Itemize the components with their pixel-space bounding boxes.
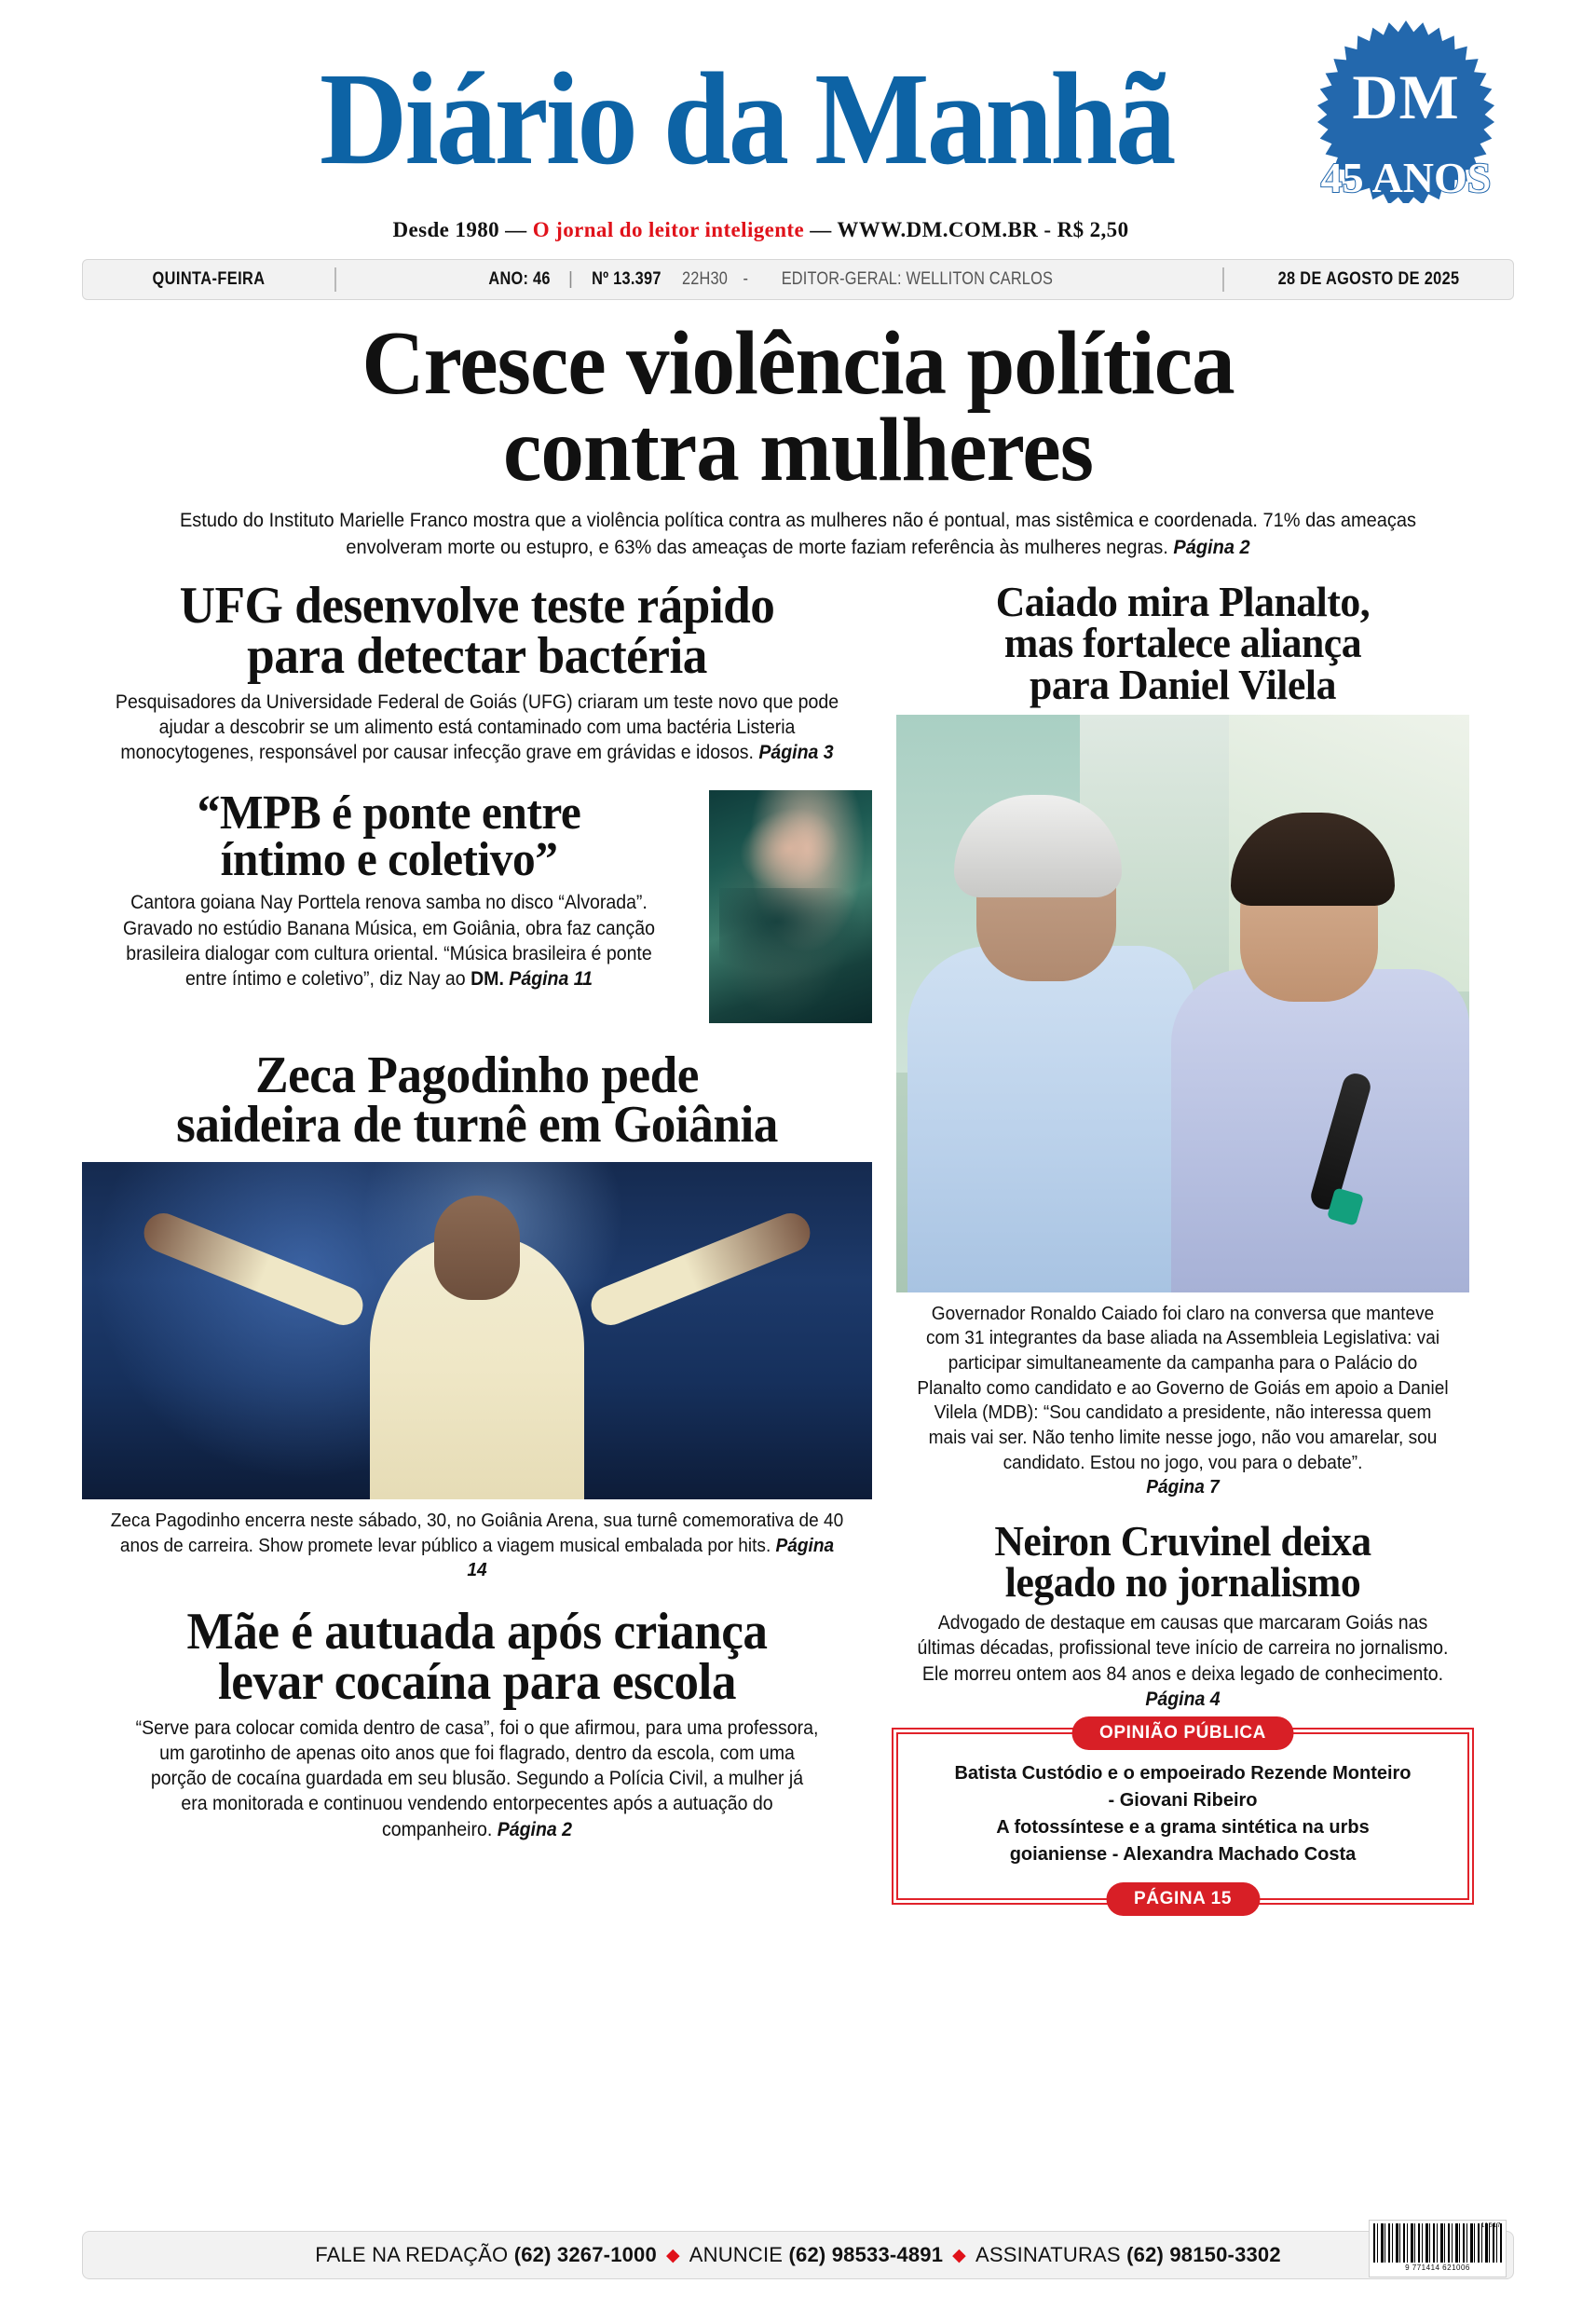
zeca-caption-text: Zeca Pagodinho encerra neste sábado, 30, no Goiânia Arena, sua turnê comemorativa de 40 anos de carreira. Show promete levar público a viagem musical embalada por hits. bbox=[110, 1510, 844, 1556]
neiron-headline-line1: Neiron Cruvinel deixa bbox=[994, 1516, 1371, 1565]
right-column bbox=[896, 578, 1469, 1909]
mpb-headline-line1: “MPB é ponte entre bbox=[197, 786, 581, 840]
redacao-label: FALE NA REDAÇÃO bbox=[315, 2243, 509, 2266]
ufg-page-ref[interactable]: Página 3 bbox=[758, 742, 834, 764]
ufg-headline-line2: para detectar bactéria bbox=[247, 626, 707, 685]
ufg-headline[interactable] bbox=[102, 577, 853, 685]
nay-porttela-photo bbox=[709, 790, 872, 1023]
lead-summary bbox=[158, 507, 1439, 561]
lead-headline-line2: contra mulheres bbox=[502, 400, 1094, 501]
mae-body-text: “Serve para colocar comida dentro de casa”, foi o que afirmou, para uma professora, um garotinho de apenas oito anos que foi flagrado, dentro da escola, com uma porção de cocaína guardada em seu blusão. Segundo a Polícia Civil, a mulher já era monitorada e continuou vendendo entorpecentes após a autuação do companheiro. bbox=[135, 1716, 819, 1840]
issue-details bbox=[336, 260, 1222, 299]
content-columns bbox=[82, 577, 1514, 1909]
dm-monogram: DM bbox=[1352, 62, 1460, 132]
zeca-headline-line1: Zeca Pagodinho pede bbox=[255, 1046, 699, 1104]
zeca-caption bbox=[110, 1509, 845, 1583]
barcode bbox=[1369, 2220, 1507, 2277]
dm-anniversary-badge bbox=[1315, 21, 1497, 203]
mpb-body-text: Cantora goiana Nay Porttela renova samba no disco “Alvorada”. Gravado no estúdio Banana Música, em Goiânia, obra faz canção brasileira dialogar com cultura oriental. “Música brasileira é ponte entre íntimo e coletivo”, diz Nay ao bbox=[122, 892, 656, 991]
zeca-page-ref[interactable]: Página 14 bbox=[467, 1534, 835, 1581]
mpb-story bbox=[82, 786, 872, 1023]
mpb-headline[interactable] bbox=[97, 786, 680, 886]
photo-detail bbox=[907, 946, 1194, 1292]
neiron-body-text: Advogado de destaque em causas que marcaram Goiás nas últimas décadas, profissional teve início de carreira no jornalismo. Ele morreu ontem aos 84 anos e deixa legado de conhecimento. bbox=[917, 1612, 1449, 1685]
photo-detail bbox=[1171, 969, 1469, 1292]
barcode-number: 9 771414 621006 bbox=[1405, 2263, 1470, 2272]
opinion-item-2-author[interactable]: goianiense - Alexandra Machado Costa bbox=[1009, 1844, 1357, 1866]
masthead bbox=[82, 0, 1514, 214]
issue-number: Nº 13.397 bbox=[592, 269, 662, 289]
edition-time: 22H30 bbox=[681, 269, 728, 289]
publication-date: 28 DE AGOSTO DE 2025 bbox=[1277, 269, 1460, 289]
opinion-item-1-title[interactable]: Batista Custódio e o empoeirado Rezende Monteiro bbox=[954, 1763, 1412, 1785]
masthead-tagline bbox=[82, 218, 1514, 242]
caiado-headline-line1: Caiado mira Planalto, bbox=[995, 578, 1371, 626]
opinion-title-badge: OPINIÃO PÚBLICA bbox=[1071, 1716, 1294, 1750]
assinaturas-phone[interactable]: (62) 98150-3302 bbox=[1126, 2243, 1281, 2266]
mpb-headline-line2: íntimo e coletivo” bbox=[220, 832, 558, 886]
tagline-site-price: — WWW.DM.COM.BR - R$ 2,50 bbox=[810, 218, 1129, 241]
zeca-headline[interactable] bbox=[102, 1046, 853, 1155]
mpb-body bbox=[103, 890, 675, 991]
barcode-bars bbox=[1373, 2223, 1502, 2263]
opinion-box bbox=[896, 1723, 1469, 1909]
caiado-headline[interactable] bbox=[910, 578, 1454, 708]
diamond-icon: ◆ bbox=[952, 2245, 966, 2265]
left-column bbox=[82, 577, 872, 1900]
divider bbox=[1222, 267, 1224, 292]
photo-detail bbox=[434, 1196, 520, 1300]
mae-page-ref[interactable]: Página 2 bbox=[497, 1818, 573, 1840]
diamond-icon: ◆ bbox=[665, 2245, 680, 2265]
opinion-item-1-author[interactable]: - Giovani Ribeiro bbox=[1108, 1790, 1258, 1812]
mae-headline[interactable] bbox=[102, 1603, 853, 1711]
neiron-headline[interactable] bbox=[910, 1516, 1454, 1606]
editor-in-chief: EDITOR-GERAL: WELLITON CARLOS bbox=[781, 269, 1054, 289]
mae-headline-line1: Mãe é autuada após criança bbox=[186, 1603, 768, 1661]
barcode-top-number: 11517 bbox=[1480, 2222, 1501, 2229]
caiado-caption-text: Governador Ronaldo Caiado foi claro na conversa que manteve com 31 integrantes da base aliada na Assembleia Legislativa: vai participar simultaneamente da campanha para o Palácio do Planalto como candidato e ao Governo de Goiás em apoio a Daniel Vilela (MDB): “Sou candidato a presidente, não interessa quem mais vai ser. Não tenho limite nesse jogo, não vou amarelar, sou candidato. Estou no jogo, vou para o debate”. bbox=[917, 1302, 1449, 1473]
photo-detail bbox=[585, 1208, 816, 1332]
tagline-slogan: O jornal do leitor inteligente bbox=[532, 218, 805, 241]
mpb-text-block bbox=[82, 786, 696, 992]
caiado-caption bbox=[917, 1302, 1450, 1500]
caiado-headline-line2: mas fortalece aliança bbox=[1003, 619, 1362, 667]
contact-footer-bar bbox=[82, 2231, 1514, 2279]
neiron-page-ref[interactable]: Página 4 bbox=[1145, 1689, 1221, 1711]
caiado-e-daniel-vilela-photo bbox=[896, 715, 1469, 1292]
year-label: ANO: 46 bbox=[488, 269, 551, 289]
mpb-body-bold: DM. bbox=[471, 968, 504, 991]
mae-body bbox=[136, 1716, 819, 1842]
mae-headline-line2: levar cocaína para escola bbox=[218, 1652, 736, 1711]
lead-summary-text: Estudo do Instituto Marielle Franco mostra que a violência política contra as mulheres não é pontual, mas sistêmica e coordenada. 71% das ameaças envolveram morte ou estupro, e 63% das ameaças de morte faziam referência às mulheres negras. bbox=[179, 509, 1417, 559]
weekday-label: QUINTA-FEIRA bbox=[152, 269, 266, 289]
zeca-headline-line2: saideira de turnê em Goiânia bbox=[176, 1096, 778, 1155]
caiado-page-ref[interactable]: Página 7 bbox=[1146, 1476, 1220, 1498]
divider: | bbox=[568, 269, 573, 289]
issue-info-bar bbox=[82, 259, 1514, 300]
anuncie-label: ANUNCIE bbox=[689, 2243, 784, 2266]
newspaper-title: Diário da Manhã bbox=[319, 45, 1174, 192]
redacao-phone[interactable]: (62) 3267-1000 bbox=[513, 2243, 657, 2266]
lead-page-ref[interactable]: Página 2 bbox=[1173, 536, 1250, 559]
ufg-body bbox=[110, 690, 845, 766]
neiron-headline-line2: legado no jornalismo bbox=[1004, 1557, 1361, 1606]
photo-detail bbox=[139, 1208, 370, 1332]
lead-headline[interactable] bbox=[117, 313, 1478, 501]
zeca-pagodinho-photo bbox=[82, 1162, 872, 1499]
divider: - bbox=[743, 269, 748, 289]
anuncie-phone[interactable]: (62) 98533-4891 bbox=[788, 2243, 944, 2266]
opinion-page-badge[interactable]: PÁGINA 15 bbox=[1106, 1882, 1260, 1916]
ufg-body-text: Pesquisadores da Universidade Federal de Goiás (UFG) criaram um teste novo que pode ajudar a descobrir se um alimento está contaminado com uma bactéria Listeria monocytogenes, responsável por causar infecção grave em grávidas e idosos. bbox=[115, 691, 839, 764]
mpb-page-ref[interactable]: Página 11 bbox=[509, 968, 593, 991]
caiado-headline-line3: para Daniel Vilela bbox=[1030, 660, 1336, 708]
opinion-item-2-title[interactable]: A fotossíntese e a grama sintética na urbs bbox=[996, 1817, 1370, 1839]
assinaturas-label: ASSINATURAS bbox=[975, 2243, 1121, 2266]
ufg-headline-line1: UFG desenvolve teste rápido bbox=[179, 577, 775, 636]
tagline-since: Desde 1980 — bbox=[392, 218, 527, 241]
neiron-body bbox=[917, 1610, 1450, 1712]
lead-headline-line1: Cresce violência política bbox=[361, 313, 1235, 414]
badge-years-label: 45 ANOS bbox=[1320, 154, 1492, 201]
